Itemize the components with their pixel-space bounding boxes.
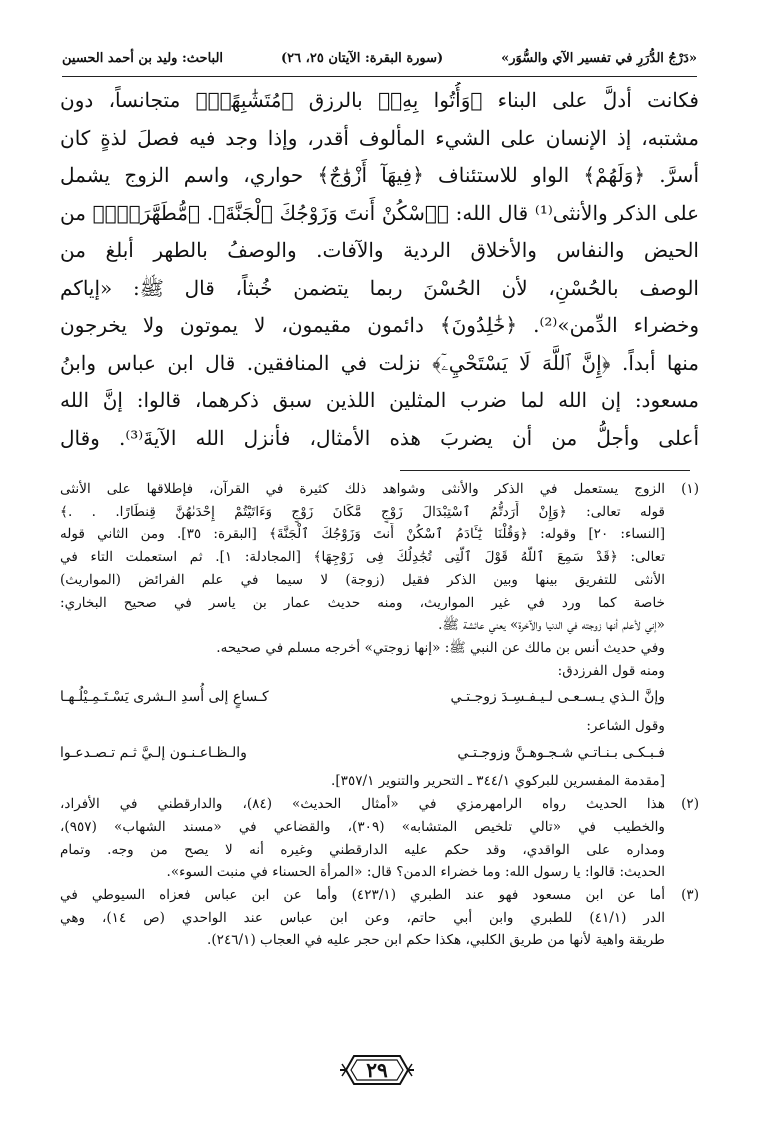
footnote-line: [النساء: ٢٠] وقوله: ﴿وَقُلْنَا يَٰٓـَٔادَمُ ٱسْكُنْ أَنتَ وَزَوْجُكَ ٱلْجَنَّةَ﴾ [البقرة: ٣٥]. ومن الثاني قوله bbox=[60, 526, 665, 543]
footnote-line: [مقدمة المفسرين للبركوي ٣٤٤/١ ـ التحرير والتنوير ٣٥٧/١]. bbox=[331, 773, 665, 790]
text-line: مسعود: إن الله لما ضرب المثلين اللذين سبق ذكرهما، قالوا: إنَّ الله bbox=[60, 388, 699, 412]
footnote-line: والخطيب في «تالي تلخيص المتشابه» (٣٠٩)، والقضاعي في «مسند الشهاب» (٩٥٧)، bbox=[60, 818, 665, 835]
running-header bbox=[62, 40, 697, 77]
header-book-title: «دَرْجُ الدُّرَرِ في تفسير الآي والسُّوَر» bbox=[501, 50, 697, 66]
footnote-3 bbox=[60, 884, 699, 952]
text-line: على الذكر والأنثى⁽¹⁾ قال الله: ﴿ٱسْكُنْ أَنتَ وَزَوْجُكَ ٱلْجَنَّةَ﴾. ﴿مُّطَهَّرَةٌۖ﴾ من bbox=[60, 200, 699, 225]
footnote-number: (٣) bbox=[681, 886, 699, 903]
footnote-line: ومداره على الواقدي، وقد حكم عليه الدارقطني وغيره أنه لا يصح من وجه. وتمام bbox=[60, 841, 665, 858]
header-researcher: الباحث: وليد بن أحمد الحسين bbox=[62, 50, 224, 66]
footnote-line: هذا الحديث رواه الرامهرمزي في «أمثال الحديث» (٨٤)، والدارقطني في الأفراد، bbox=[60, 796, 665, 813]
footnote-line: الأنثى للتفريق بينها وبين الذكر فقيل (زوجة) لا سيما في علم الفرائض (المواريث) bbox=[60, 571, 665, 588]
text-line: الوصف بالحُسْنِ، لأن الحُسْنَ ربما يتضمن خُبثاً، قال ﷺ: «إياكم bbox=[60, 275, 699, 300]
header-surah-location: (سورة البقرة: الآيتان ٢٥، ٢٦) bbox=[280, 50, 444, 66]
footnote-line: الدر (٤١/١) للطبري وابن أبي حاتم، وعن ابن عباس عند الواحدي (ص ١٤)، وهي bbox=[60, 909, 665, 926]
verse-hemistich: كـساعٍ إلى أُسدِ الـشرى يَسْـتَـمِـيْلُـهـا bbox=[60, 689, 269, 706]
verse-hemistich: وإنَّ الـذي يـسـعـى لـيـفـسِـدَ زوجـتـي bbox=[450, 689, 665, 706]
footnote-line: طريقة واهية لأنها من طريق الكلبي، هكذا حكم ابن حجر عليه في العجاب (٢٤٦/١). bbox=[207, 932, 665, 949]
text-line: أعلى وأجلُّ من أن يضربَ هذه الأمثال، فأنزل الله الآيةَ⁽³⁾. وقال bbox=[60, 425, 699, 450]
footnote-line: الزوج يستعمل في الذكر والأنثى وشواهد ذلك كثيرة في القرآن، فإطلاقها على الأنثى bbox=[60, 481, 665, 497]
footnotes bbox=[60, 478, 699, 952]
footnote-number: (١) bbox=[681, 481, 699, 497]
footnote-line: تعالى: ﴿قَدْ سَمِعَ ٱللَّهُ قَوْلَ ٱلَّتِى تُجَٰدِلُكَ فِى زَوْجِهَا﴾ [المجادلة: ١]. ثم استعملت التاء في bbox=[60, 549, 665, 566]
footnote-line: وفي حديث أنس بن مالك عن النبي ﷺ: «إنها زوجتي» أخرجه مسلم في صحيحه. bbox=[216, 639, 665, 656]
footnote-line: الحديث: قالوا: يا رسول الله: وما خضراء الدمن؟ قال: «المرأة الحسناء في منبت السوء». bbox=[166, 864, 665, 881]
text-line: فكانت أدلَّ على البناء ﴿وَأُتُوا بِهِۦ﴾ بالرزق ﴿مُتَشَٰبِهًاۖ﴾ متجانساً، دون bbox=[60, 88, 699, 112]
text-line: أسرَّ. ﴿وَلَهُمْ﴾ الواو للاستئناف ﴿فِيهَآ أَزْوَٰجٌ﴾ حواري، واسم الزوج يشمل bbox=[60, 163, 699, 187]
verse-hemistich: والـظـاعـنـون إلـيَّ ثـم تـصـدعـوا bbox=[60, 744, 247, 761]
footnote-line: ومنه قول الفرزدق: bbox=[557, 662, 665, 679]
page-number: ٢٩ bbox=[366, 1058, 388, 1082]
footnote-2 bbox=[60, 793, 699, 884]
footnote-line: قوله تعالى: ﴿وَإِنْ أَرَدتُّمُ ٱسْتِبْدَالَ زَوْجٍ مَّكَانَ زَوْجٍ وَءَاتَيْتُمْ إِحْدَىٰهُنَّ قِنطَارًا. . .﴾ bbox=[60, 503, 665, 520]
footnote-separator bbox=[400, 470, 690, 471]
poetry-verse bbox=[60, 738, 665, 771]
poetry-verse bbox=[60, 682, 665, 715]
text-line: الحيض والنفاس والأخلاق الردية والآفات. والوصفُ بالطهر أبلغ من bbox=[60, 238, 699, 262]
text-line: مشتبه، إذ الإنسان على الشيء المألوف أقدر، وإذا وجد فيه فصلَ لذةٍ كان bbox=[60, 125, 699, 150]
page-number-ornament bbox=[340, 1050, 414, 1090]
main-text bbox=[60, 82, 699, 457]
footnote-line: خاصة كما ورد في غير المواريث، ومنه حديث عمار بن ياسر في صحيح البخاري: bbox=[60, 594, 665, 611]
footnote-line: «إني لأعلم أنها زوجته في الدنيا والآخرة» يعني عائشة ﷺ. bbox=[438, 617, 665, 634]
footnote-line: وقول الشاعر: bbox=[586, 718, 665, 735]
text-line: منها أبداً. ﴿إِنَّ ٱللَّهَ لَا يَسْتَحْيِۦٓ﴾ نزلت في المنافقين. قال ابن عباس وابنُ bbox=[60, 350, 699, 375]
footnote-line: أما عن ابن مسعود فهو عند الطبري (٤٢٣/١) وأما عن ابن عباس فعزاه السيوطي في bbox=[60, 886, 665, 903]
footnote-1 bbox=[60, 478, 699, 793]
verse-hemistich: فـبـكـى بـنـاتـي شـجـوهـنَّ وزوجـتـي bbox=[457, 744, 665, 761]
text-line: وخضراء الدِّمن»⁽²⁾. ﴿خَٰلِدُونَ﴾ دائمون مقيمون، لا يموتون ولا يخرجون bbox=[60, 313, 699, 337]
footnote-number: (٢) bbox=[681, 796, 699, 813]
